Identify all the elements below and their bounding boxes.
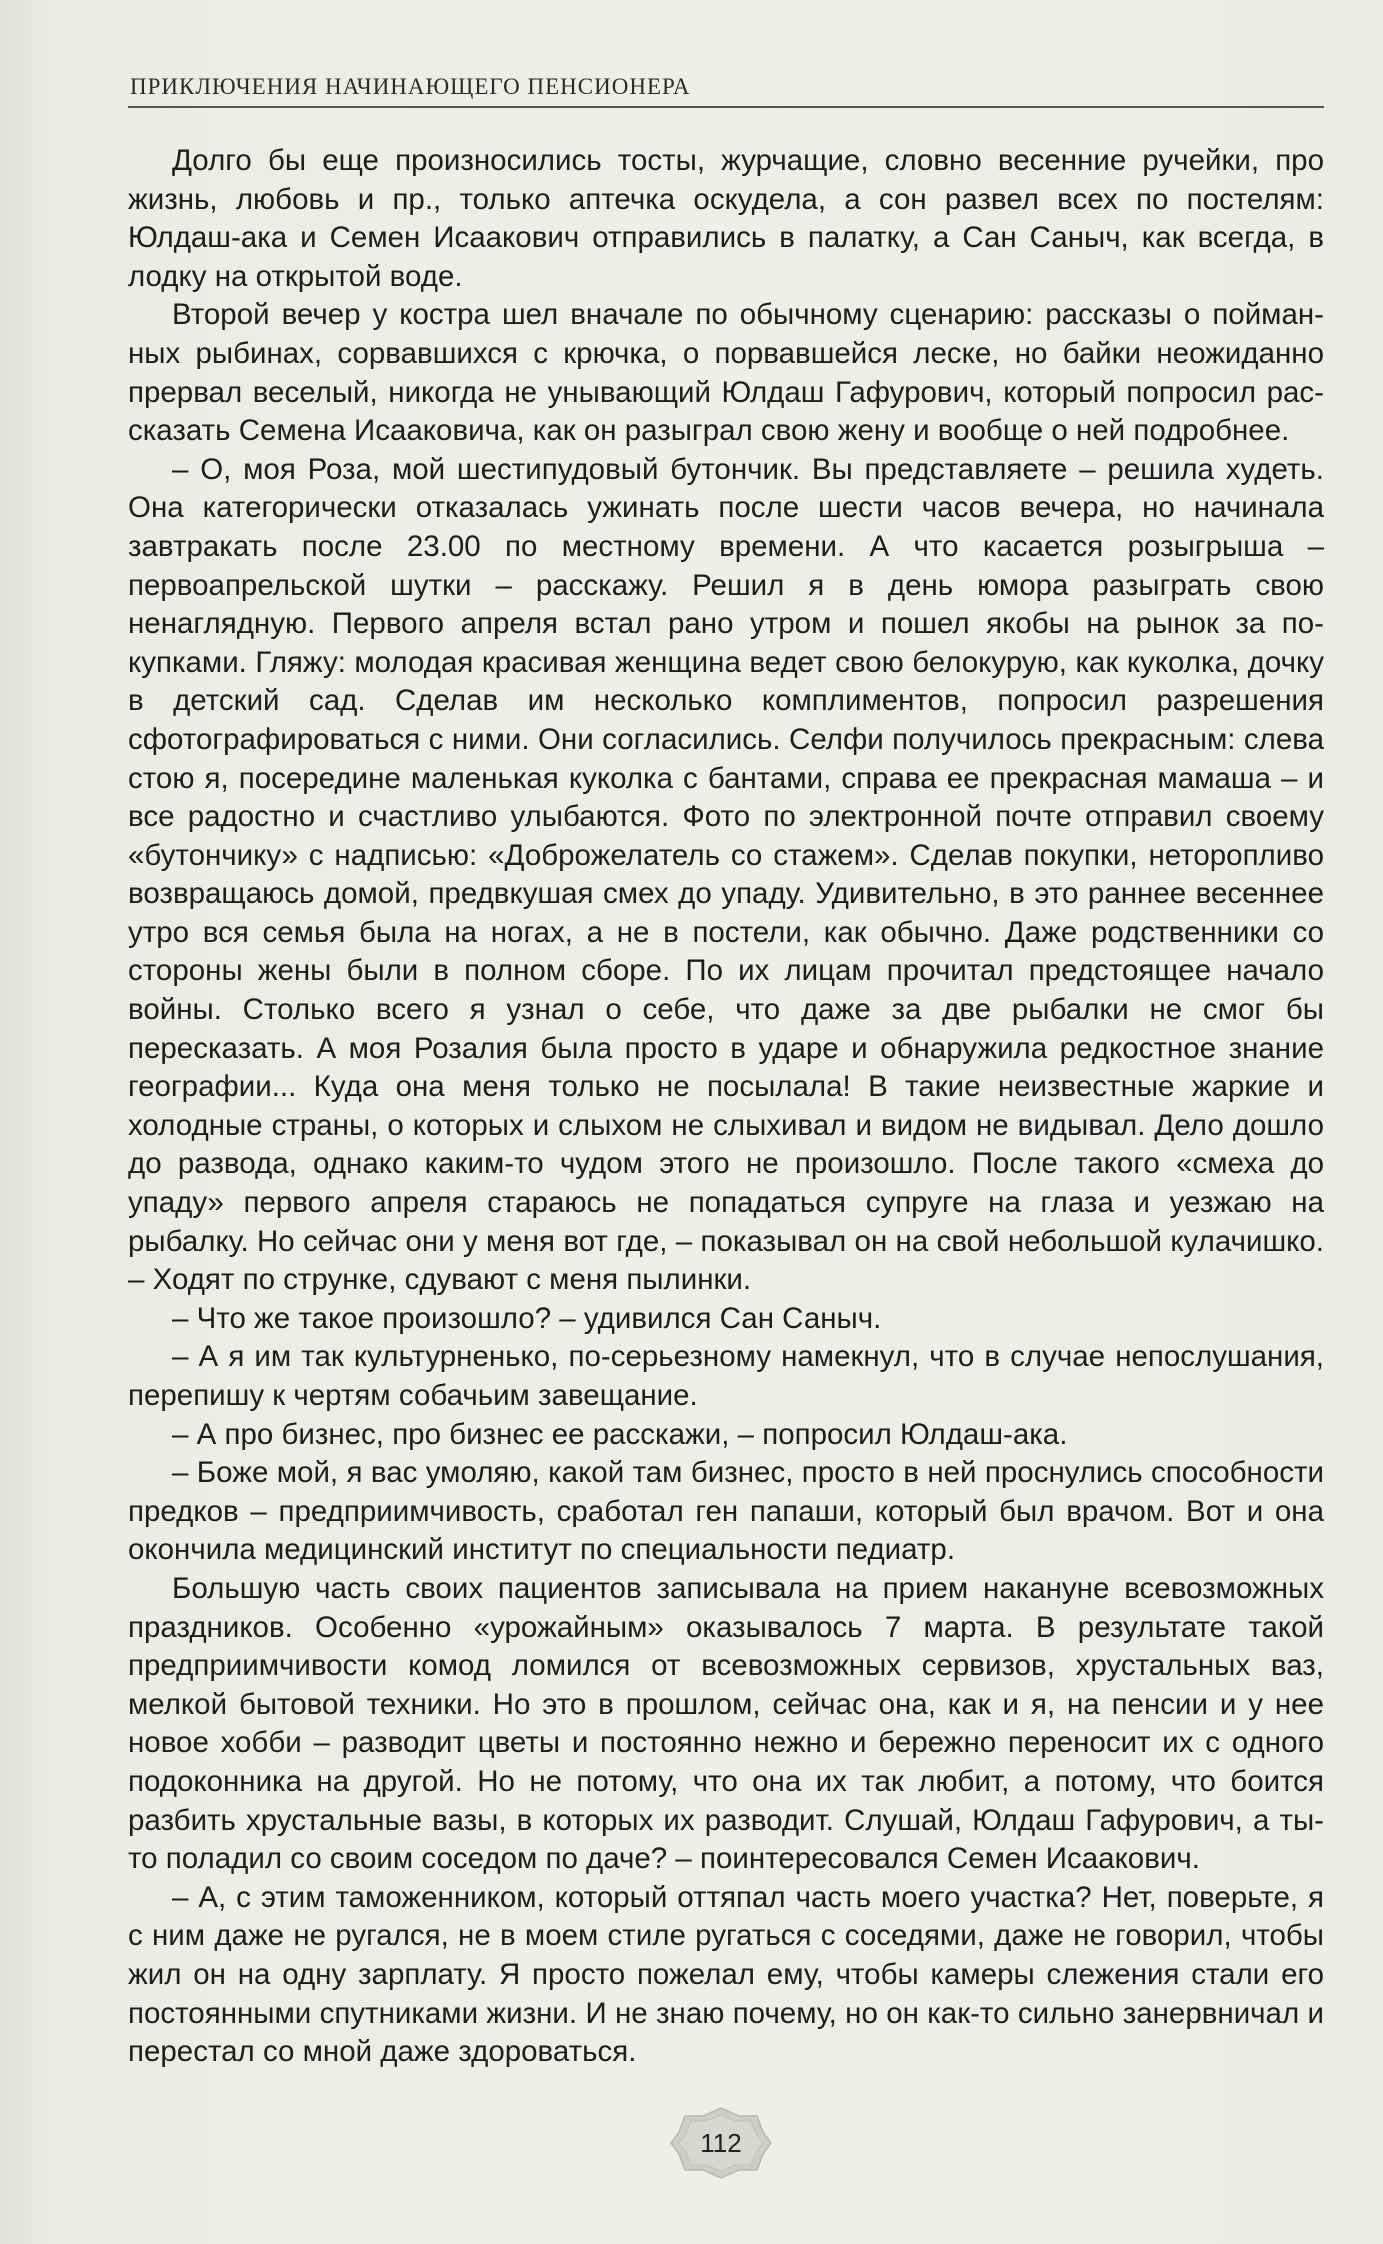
paragraph: Второй вечер у костра шел вначале по обычному сценарию: рассказы о пойманных рыбинах, сорвавшихся с крючка, о порвавшейся леске, но байки неожиданно прервал веселый, никогда не унывающий Юлдаш Гафурович, который попросил рассказать Семена Исааковича, как он разыграл свою жену и вообще о ней подробнее. [128,298,1324,448]
paragraph: Большую часть своих пациентов записывала на прием накануне всевозможных праздников. Особенно «урожайным» оказывалось 7 марта. В результате такой предприимчивости комод ломился от всевозможных сервизов, хрустальных ваз, мелкой бытовой техники. Но это в прошлом, сейчас она, как и я, на пенсии и у нее новое хобби – разводит цветы и постоянно нежно и бережно переносит их с одного подоконника на другой. Но не потому, что она их так любит, а потому, что боится разбить хрустальные вазы, в которых их разводит. Слушай, Юлдаш Гафурович, а ты-то поладил со своим соседом по даче? – поинтересовался Семен Исаакович. [128,1571,1324,1876]
page-number-ornament [669,2106,773,2180]
header-rule [128,106,1324,108]
paragraph: – А про бизнес, про бизнес ее расскажи, – попросил Юлдаш-ака. [172,1417,1068,1451]
running-header: ПРИКЛЮЧЕНИЯ НАЧИНАЮЩЕГО ПЕНСИОНЕРА [130,74,691,99]
paragraph: – Что же такое произошло? – удивился Сан Саныч. [172,1301,882,1335]
page-number: 112 [700,2127,742,2158]
paragraph: – О, моя Роза, мой шестипудовый бутончик. Вы представляете – решила худеть. Она категорически отказалась ужинать после шести часов вечера, но начинала завтракать после 23.00 по местному времени. А что касается розыгрыша – первоапрельской шутки – расскажу. Решил я в день юмора разыграть свою ненаглядную. Первого апреля встал рано утром и пошел якобы на рынок за покупками. Гляжу: молодая красивая женщина ведет свою белокурую, как куколка, дочку в детский сад. Сделав им несколько комплиментов, попросил разрешения сфотографироваться с ними. Они согласились. Селфи получилось прекрасным: слева стою я, посередине маленькая куколка с бантами, справа ее прекрасная мамаша – и все радостно и счастливо улыбаются. Фото по электронной почте отправил своему «бутончику» с надписью: «Доброжелатель со стажем». Сделав покупки, неторопливо возвращаюсь домой, предвкушая смех до упаду. Удивительно, в это раннее весеннее утро вся семья была на ногах, а не в постели, как обычно. Даже родственники со стороны жены были в полном сборе. По их лицам прочитал предстоящее начало войны. Столько всего я узнал о себе, что даже за две рыбалки не смог бы пересказать. А моя Розалия была просто в ударе и обнаружила редкостное знание географии... Куда она меня только не посылала! В такие неизвестные жаркие и холодные страны, о которых и слыхом не слыхивал и видом не видывал. Дело дошло до развода, однако каким-то чудом этого не произошло. После такого «смеха до упаду» первого апреля стараюсь не попадаться супруге на глаза и уезжаю на рыбалку. Но сейчас они у меня вот где, – показывал он на свой небольшой кулачишко. – Ходят по струнке, сдувают с меня пылинки. [128,452,1324,1297]
paragraph: – А, с этим таможенником, который оттяпал часть моего участка? Нет, поверьте, я с ним даже не ругался, не в моем стиле ругаться с соседями, даже не говорил, чтобы жил он на одну зарплату. Я просто пожелал ему, чтобы камеры слежения стали его постоянными спутниками жизни. И не знаю почему, но он как-то сильно занервничал и перестал со мной даже здороваться. [128,1880,1324,2069]
paragraph: – Боже мой, я вас умоляю, какой там бизнес, просто в ней проснулись способности предков – предприимчивость, сработал ген папаши, который был врачом. Вот и она окончила медицинский институт по специальности педиатр. [128,1456,1324,1567]
paragraph: Долго бы еще произносились тосты, журчащие, словно весенние ручейки, про жизнь, любовь и пр., только аптечка оскудела, а сон развел всех по постелям: Юлдаш-ака и Семен Исаакович отправились в палатку, а Сан Саныч, как всегда, в лодку на открытой воде. [128,144,1324,293]
body-text [128,142,1324,2072]
paragraph: – А я им так культурненько, по-серьезному намекнул, что в случае непослушания, перепишу к чертям собачьим завещание. [128,1340,1324,1412]
